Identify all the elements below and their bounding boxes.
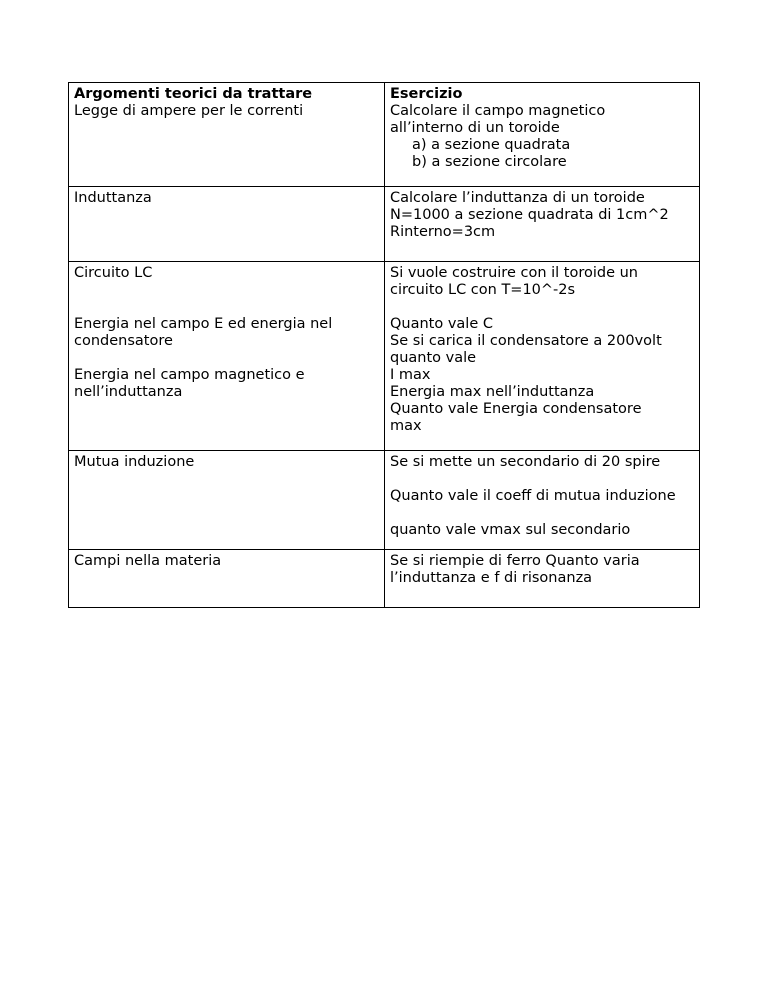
column-header-exercise: Esercizio [390, 86, 463, 102]
topic-text: Energia nel campo magnetico e [74, 367, 305, 383]
exercise-list-item: b) a sezione circolare [412, 154, 567, 170]
exercise-text: Se si carica il condensatore a 200volt [390, 333, 662, 349]
exercise-text: Se si mette un secondario di 20 spire [390, 454, 661, 470]
topic-text: condensatore [74, 333, 173, 349]
exercise-text: Calcolare il campo magnetico [390, 103, 606, 119]
table-cell-topic [69, 83, 385, 187]
exercise-text: Rinterno=3cm [390, 224, 496, 240]
topic-text: Legge di ampere per le correnti [74, 103, 304, 119]
exercise-text: N=1000 a sezione quadrata di 1cm^2 [390, 207, 669, 223]
exercise-text: quanto vale vmax sul secondario [390, 522, 631, 538]
exercise-text: quanto vale [390, 350, 477, 366]
table-cell-exercise [385, 262, 700, 451]
table-cell-topic [69, 187, 385, 262]
exercise-text: max [390, 418, 422, 434]
topics-exercises-table [68, 82, 700, 608]
table-cell-exercise [385, 83, 700, 187]
topic-text: nell’induttanza [74, 384, 183, 400]
exercise-text: Si vuole costruire con il toroide un [390, 265, 639, 281]
exercise-text: I max [390, 367, 431, 383]
column-header-topics: Argomenti teorici da trattare [74, 86, 313, 102]
table-row [69, 262, 700, 451]
exercise-text: circuito LC con T=10^-2s [390, 282, 576, 298]
table-row [69, 187, 700, 262]
topic-text: Induttanza [74, 190, 152, 206]
table-cell-topic [69, 262, 385, 451]
exercise-text: l’induttanza e f di risonanza [390, 570, 593, 586]
exercise-text: Se si riempie di ferro Quanto varia [390, 553, 640, 569]
topic-text: Energia nel campo E ed energia nel [74, 316, 333, 332]
exercise-text: all’interno di un toroide [390, 120, 560, 136]
table-cell-exercise [385, 187, 700, 262]
table-cell-exercise [385, 550, 700, 608]
topic-text: Campi nella materia [74, 553, 222, 569]
table-cell-exercise [385, 451, 700, 550]
exercise-list-item: a) a sezione quadrata [412, 137, 571, 153]
table-cell-topic [69, 451, 385, 550]
exercise-text: Energia max nell’induttanza [390, 384, 595, 400]
topic-text: Mutua induzione [74, 454, 195, 470]
exercise-text: Quanto vale C [390, 316, 493, 332]
exercise-text: Quanto vale il coeff di mutua induzione [390, 488, 676, 504]
exercise-text: Quanto vale Energia condensatore [390, 401, 642, 417]
topic-text: Circuito LC [74, 265, 153, 281]
table-row [69, 451, 700, 550]
table-row [69, 550, 700, 608]
table-row [69, 83, 700, 187]
exercise-text: Calcolare l’induttanza di un toroide [390, 190, 645, 206]
table-cell-topic [69, 550, 385, 608]
